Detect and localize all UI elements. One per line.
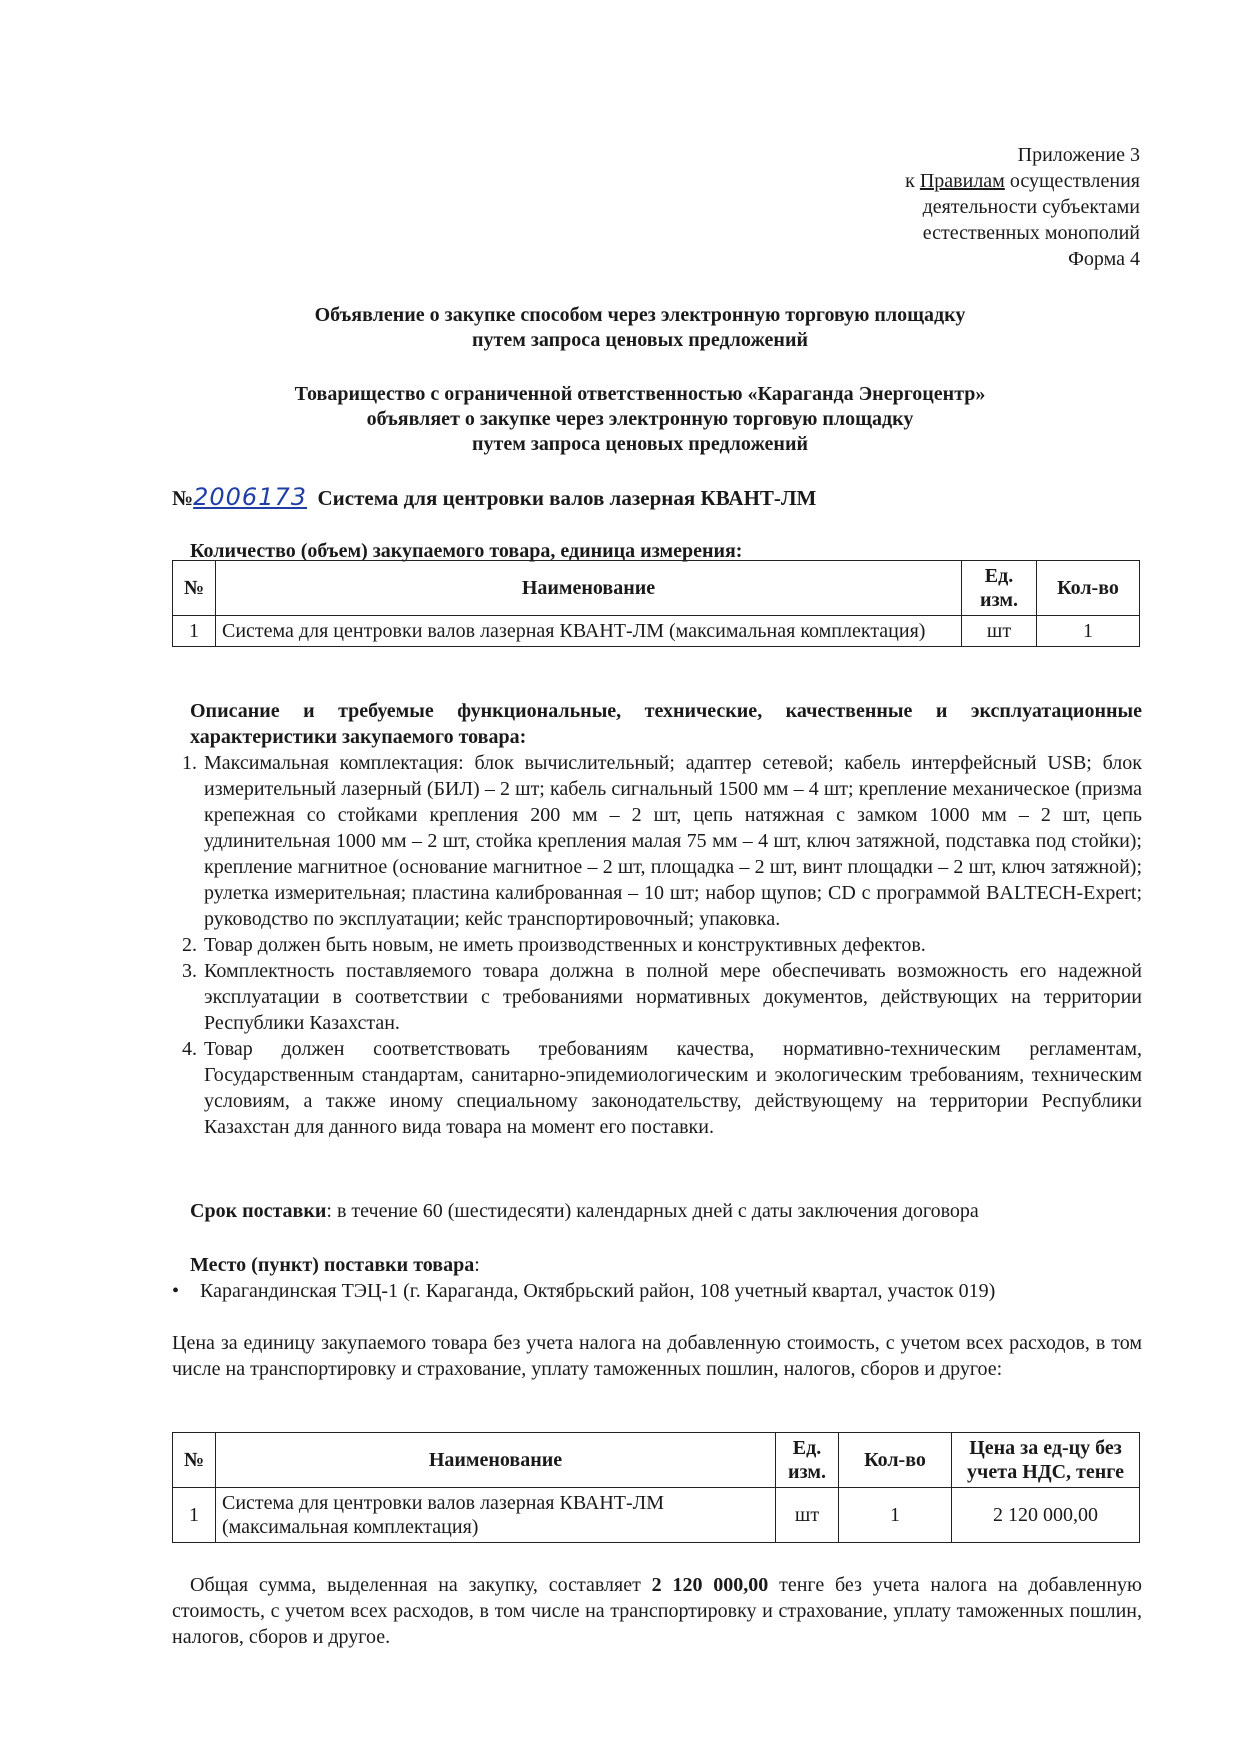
delivery-term-label: Срок поставки bbox=[190, 1200, 327, 1222]
quantity-heading: Количество (объем) закупаемого товара, единица измерения: bbox=[190, 540, 743, 562]
quantity-table bbox=[172, 560, 1140, 647]
table-row bbox=[173, 1488, 1140, 1543]
col-name: Наименование bbox=[216, 561, 962, 616]
total-amount: 2 120 000,00 bbox=[651, 1574, 769, 1596]
cell-price: 2 120 000,00 bbox=[952, 1488, 1140, 1543]
appendix-line-2 bbox=[760, 168, 1140, 194]
appendix-prefix: к bbox=[905, 170, 920, 192]
description-heading: Описание и требуемые функциональные, технические, качественные и эксплуатационные характеристики закупаемого товара: bbox=[190, 700, 1142, 748]
price-note: Цена за единицу закупаемого товара без учета налога на добавленную стоимость, с учетом всех расходов, в том числе на транспортировку и страхование, уплату таможенных пошлин, налогов, сборов и другое: bbox=[172, 1332, 1142, 1380]
lot-number-sign: № bbox=[172, 486, 194, 510]
lot-name: Система для центровки валов лазерная КВАНТ-ЛМ bbox=[317, 486, 817, 510]
col-unit: Ед. изм. bbox=[776, 1433, 839, 1488]
appendix-suffix: осуществления bbox=[1004, 170, 1140, 192]
announcement-line-1: Объявление о закупке способом через электронную торговую площадку bbox=[314, 304, 966, 326]
col-qty: Кол-во bbox=[839, 1433, 952, 1488]
company-statement bbox=[200, 382, 1080, 457]
col-qty: Кол-во bbox=[1037, 561, 1140, 616]
delivery-term bbox=[190, 1198, 1140, 1224]
appendix-line-4: естественных монополий bbox=[922, 222, 1140, 244]
price-table-header bbox=[173, 1433, 1140, 1488]
rules-link: Правилам bbox=[919, 170, 1005, 192]
list-item: 3. Комплектность поставляемого товара должна в полной мере обеспечивать возможность его надежной эксплуатации в соответствии с требованиями нормативных документов, действующих на территории Республики Казахстан. bbox=[202, 958, 1142, 1036]
price-table bbox=[172, 1432, 1140, 1543]
list-item: 2. Товар должен быть новым, не иметь производственных и конструктивных дефектов. bbox=[202, 932, 1142, 958]
col-price: Цена за ед-цу без учета НДС, тенге bbox=[952, 1433, 1140, 1488]
total-prefix: Общая сумма, выделенная на закупку, составляет bbox=[190, 1574, 652, 1596]
appendix-form-number: Форма 4 bbox=[1068, 248, 1140, 270]
col-unit: Ед. изм. bbox=[962, 561, 1037, 616]
cell-num: 1 bbox=[173, 1488, 216, 1543]
list-item: 1. Максимальная комплектация: блок вычислительный; адаптер сетевой; кабель интерфейсный USB; блок измерительный лазерный (БИЛ) – 2 шт; кабель сигнальный 1500 мм – 4 шт; крепление механическое (призма крепежная со стойками крепления 200 мм – 2 шт, цепь натяжная с замком 1000 мм – 2 шт, цепь удлинительная 1000 мм – 2 шт, стойка крепления малая 75 мм – 4 шт, ключ затяжной, подставка под стойки); крепление магнитное (основание магнитное – 2 шт, площадка – 2 шт, винт площадки – 2 шт, ключ затяжной); рулетка измерительная; пластина калиброванная – 10 шт; набор щупов; CD с программой BALTECH-Expert; руководство по эксплуатации; кейс транспортировочный; упаковка. bbox=[202, 750, 1142, 932]
delivery-place-colon: : bbox=[474, 1254, 480, 1276]
total-amount-paragraph bbox=[172, 1572, 1142, 1650]
total-suffix: тенге без учета налога на добавленную стоимость, с учетом всех расходов, в том числе на транспортировку и страхование, уплату таможенных пошлин, налогов, сборов и другое. bbox=[172, 1574, 1142, 1648]
bullet-icon: • bbox=[172, 1280, 180, 1302]
cell-qty: 1 bbox=[1037, 616, 1140, 647]
delivery-place-label: Место (пункт) поставки товара bbox=[190, 1254, 475, 1276]
cell-num: 1 bbox=[173, 616, 216, 647]
appendix-header bbox=[760, 142, 1140, 272]
appendix-line-3: деятельности субъектами bbox=[922, 196, 1140, 218]
delivery-term-text: : в течение 60 (шестидесяти) календарных дней с даты заключения договора bbox=[326, 1200, 979, 1222]
col-num: № bbox=[173, 1433, 216, 1488]
cell-unit: шт bbox=[776, 1488, 839, 1543]
quantity-table-header bbox=[173, 561, 1140, 616]
company-line-3: путем запроса ценовых предложений bbox=[471, 433, 808, 455]
list-item: 4. Товар должен соответствовать требованиям качества, нормативно-техническим регламентам, Государственным стандартам, санитарно-эпидемиологическим и экологическим требованиям, техническим условиям, а также иному специальному законодательству, действующему на территории Республики Казахстан для данного вида товара на момент его поставки. bbox=[202, 1036, 1142, 1140]
delivery-place-text: Карагандинская ТЭЦ-1 (г. Караганда, Октябрьский район, 108 учетный квартал, участок 019) bbox=[200, 1280, 996, 1302]
company-line-2: объявляет о закупке через электронную торговую площадку bbox=[366, 408, 914, 430]
lot-title bbox=[172, 484, 816, 511]
table-row bbox=[173, 616, 1140, 647]
delivery-place-item bbox=[172, 1278, 1142, 1304]
announcement-title bbox=[200, 303, 1080, 353]
lot-number-handwritten: 2006173 bbox=[193, 483, 307, 511]
delivery-place-heading bbox=[190, 1252, 1140, 1278]
cell-unit: шт bbox=[962, 616, 1037, 647]
appendix-line-1: Приложение 3 bbox=[1017, 144, 1140, 166]
cell-qty: 1 bbox=[839, 1488, 952, 1543]
col-num: № bbox=[173, 561, 216, 616]
announcement-line-2: путем запроса ценовых предложений bbox=[471, 329, 808, 351]
cell-name: Система для центровки валов лазерная КВАНТ-ЛМ (максимальная комплектация) bbox=[216, 1488, 776, 1543]
description-section bbox=[172, 698, 1142, 1140]
col-name: Наименование bbox=[216, 1433, 776, 1488]
requirements-list bbox=[172, 750, 1142, 1140]
company-line-1: Товарищество с ограниченной ответственностью «Караганда Энергоцентр» bbox=[294, 383, 986, 405]
cell-name: Система для центровки валов лазерная КВАНТ-ЛМ (максимальная комплектация) bbox=[216, 616, 962, 647]
